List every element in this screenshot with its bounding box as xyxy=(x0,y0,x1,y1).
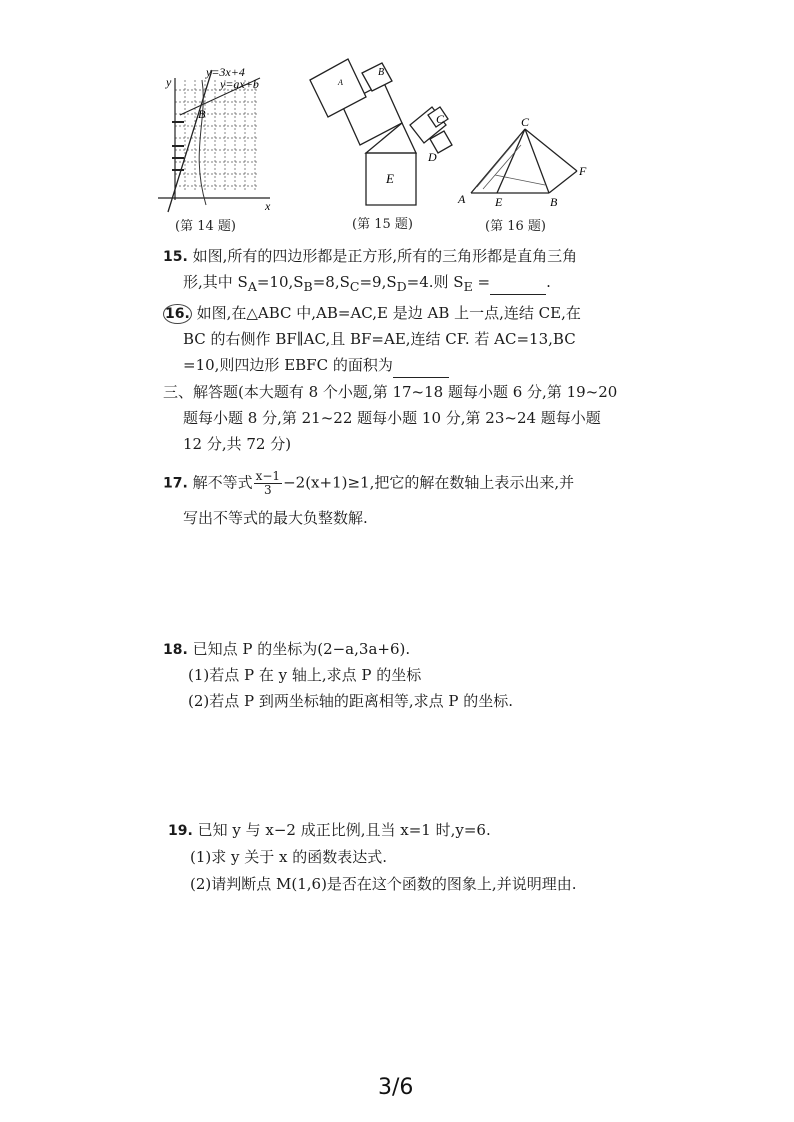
q18-number: 18. xyxy=(163,642,188,658)
question-19 xyxy=(168,818,491,843)
q15-tail: = xyxy=(472,273,491,291)
fig15-label-b: B xyxy=(378,67,385,78)
q15-number: 15. xyxy=(163,249,188,265)
q17-frac-bottom: 3 xyxy=(264,483,272,497)
q19-part2: (2)请判断点 M(1,6)是否在这个函数的图象上,并说明理由. xyxy=(190,875,577,893)
question-15 xyxy=(163,244,577,269)
fig14-line1-label: y=3x+4 xyxy=(206,65,245,79)
q15-eq-a: =10,S xyxy=(256,273,304,291)
q19-line1: 已知 y 与 x−2 成正比例,且当 x=1 时,y=6. xyxy=(197,821,491,839)
q15-eq-d: =4.则 S xyxy=(406,273,464,291)
q17-suffix: −2(x+1)≥1,把它的解在数轴上表示出来,并 xyxy=(283,473,575,492)
section-3-line1: 三、解答题(本大题有 8 个小题,第 17~18 题每小题 6 分,第 19~20 xyxy=(163,383,618,401)
fig16-label-e: E xyxy=(495,195,503,209)
fig15-caption: (第 15 题) xyxy=(352,217,413,232)
section-3-line3: 12 分,共 72 分) xyxy=(183,435,292,453)
fig14-line2-label: y=ax+b xyxy=(220,77,259,91)
q17-prefix: 解不等式 xyxy=(192,473,253,492)
q15-sub-a: A xyxy=(247,279,257,294)
q19-part1: (1)求 y 关于 x 的函数表达式. xyxy=(190,848,388,866)
question-18 xyxy=(163,637,410,662)
fig14-caption: (第 14 题) xyxy=(175,219,236,234)
q15-end: . xyxy=(546,273,551,291)
fig15-label-e: E xyxy=(386,171,394,186)
q16-line3: =10,则四边形 EBFC 的面积为 xyxy=(183,356,393,374)
side-ac xyxy=(471,129,525,193)
fig16-label-a: A xyxy=(458,192,466,206)
fig14-point-b-label: B xyxy=(198,107,206,121)
square-top-small xyxy=(362,63,392,91)
fig16-caption: (第 16 题) xyxy=(485,219,546,234)
fig16-label-c: C xyxy=(521,115,530,129)
q15-sub-c: C xyxy=(349,279,360,294)
q17-line2: 写出不等式的最大负整数解. xyxy=(183,509,368,527)
fig15-label-a: A xyxy=(338,78,343,87)
q16-line3-row xyxy=(183,353,449,378)
q18-part1: (1)若点 P 在 y 轴上,求点 P 的坐标 xyxy=(188,666,422,684)
segment-ce xyxy=(497,129,525,193)
figure-15 xyxy=(300,45,470,215)
fig15-label-d: D xyxy=(428,150,437,164)
q15-sub-d: D xyxy=(396,279,407,294)
fig14-x-axis-label: x xyxy=(265,199,271,213)
q15-line2: 形,其中 S xyxy=(183,273,248,291)
segment-bf xyxy=(549,171,577,193)
q15-sub-b: B xyxy=(303,279,313,294)
q18-line1: 已知点 P 的坐标为(2−a,3a+6). xyxy=(192,640,411,658)
q16-answer-blank[interactable] xyxy=(393,353,449,378)
section-3-line2: 题每小题 8 分,第 21~22 题每小题 10 分,第 23~24 题每小题 xyxy=(183,409,601,427)
grid xyxy=(175,80,258,190)
tick-marks xyxy=(172,122,184,170)
q17-fraction xyxy=(254,470,282,497)
page-number: 3/6 xyxy=(378,1075,414,1100)
fig14-y-axis-label: y xyxy=(166,75,172,89)
question-17 xyxy=(163,470,574,497)
q16-line1: 如图,在△ABC 中,AB=AC,E 是边 AB 上一点,连结 CE,在 xyxy=(196,304,581,322)
q15-answer-blank[interactable] xyxy=(490,270,546,295)
q16-number: 16. xyxy=(165,306,190,322)
q15-eq-b: =8,S xyxy=(312,273,350,291)
fig15-label-c: C xyxy=(436,112,445,126)
figure-16 xyxy=(455,115,595,215)
figure-14 xyxy=(150,60,280,215)
q17-number: 17. xyxy=(163,475,188,492)
fig16-label-f: F xyxy=(579,164,587,178)
q15-eq-c: =9,S xyxy=(359,273,397,291)
q16-line2: BC 的右侧作 BF∥AC,且 BF=AE,连结 CF. 若 AC=13,BC xyxy=(183,330,576,348)
q19-number: 19. xyxy=(168,823,193,839)
q15-sub-e: E xyxy=(463,279,473,294)
fig16-label-b: B xyxy=(550,195,558,209)
q18-part2: (2)若点 P 到两坐标轴的距离相等,求点 P 的坐标. xyxy=(188,692,514,710)
q15-line2-row xyxy=(183,270,551,299)
q15-line1: 如图,所有的四边形都是正方形,所有的三角形都是直角三角 xyxy=(192,247,578,265)
question-16 xyxy=(163,301,581,325)
q17-frac-top: x−1 xyxy=(255,469,281,483)
